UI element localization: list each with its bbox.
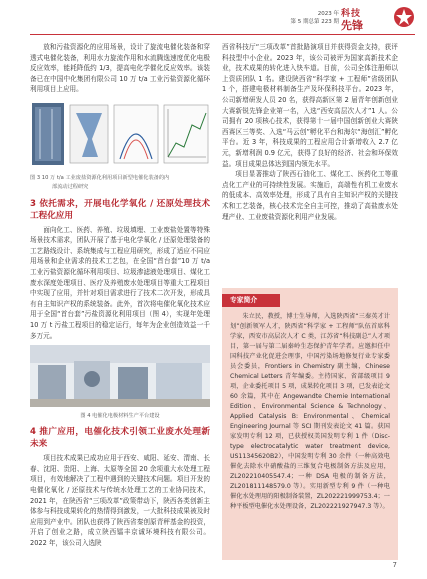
left-column [30, 42, 210, 549]
figure-3-caption-line-2: 部流动过程研究 [52, 184, 89, 191]
header-rule [30, 34, 415, 35]
emblem-icon [393, 6, 415, 28]
issue-year: 2023 年 [317, 11, 339, 17]
magazine-logo [341, 6, 387, 30]
page-header [0, 0, 427, 40]
figure-4-caption: 图 4 电催化电极材料生产平台建设 [80, 412, 160, 419]
expert-bio-title: 专家简介 [222, 294, 280, 307]
section-3-title: 3 依托需求，开展电化学氧化 / 还原处理技术工程化应用 [30, 198, 210, 221]
right-paragraph-2: 项目显著推动了陕西石油化工、煤化工、医药化工等重点化工产业的可持续性发展。实施后，高端性有机工业废水的低成本、高效率处理，形成了具有自主知识产权的关键技术和工艺装备，核心技术完全自主可控，推动了高盐废水处理产业、工业废盐资源化利用产业发展。 [222, 170, 398, 221]
figure-4-image [30, 345, 210, 407]
expert-bio-body: 朱立民，教授，博士生导师，入选陕西省“三秦英才计划”创新领军人才，陕西省“科学家 + 工程师”队伍首席科学家，西安市高层次人才 C 类，江苏省“科技副总”人才项目，第一届与第二届秦岭生态保护青年学者。应邀担任中国科技产业化促进会理事，中国污染场地修复行业专家委员会委员，Frontiers in Chemistry 副主编，Chinese Chemical Letters 青年编委。主持国家、省部级项目 9 项，企业委托项目 5 项，成果转化项目 3 项，已发表论文 60 余篇，其中在 Angewandte Chemie International Edition、Environmental Science & Technology、Applied Catalysis B: Environmental、Chemical Engineering Journal 等 SCI 期刊发表论文 41 篇。获国家发明专利 12 项，已获授权美国发明专利 1 件（Disc-type electrocatalytic water treatment device, US11345620B2），中国发明专利 30 余件（一种高效电催化去除水中硝酸盐的三维复合电极制备方法及应用，ZL202210405547.4；一种 DSA 电极的制备方法，ZL201811148579.0 等）。实用新型专利 9 件（一种电催化水处理用的阳极制备装置，ZL202221999753.4；一种平板型电催化水处理设备，ZL202221927947.3 等）。 [230, 313, 390, 510]
expert-bio-box [222, 288, 398, 560]
issue-number: 第 5 期总第 223 期 [290, 19, 339, 25]
section-4-title: 4 推广应用，电催化技术引领工业废水处理新未来 [30, 427, 210, 450]
right-column [222, 42, 398, 222]
right-paragraph-1: 西省科技厅“三项改革”首批路演项目并获得资金支持，获评科技型中小企业。2023 年，该公司被评为国家高新技术企业，技术成果的转化进入快车道。目前，公司全体注册师以上资质团队 1 名。建设陕西省“科学家 + 工程师”省级团队 1 个，搭建电极材料制备生产及环保科技平台。2023 年，公司新增研发人员 20 名，获得高新区第 2 届青年创新创业大赛新锐先锋企业第一名，入选“西安高层次人才”1 人。公司拥有 20 项核心技术，获得第十一届中国创新创业大赛陕西赛区三等奖、入选“马云创”孵化平台和海尔“海创汇”孵化平台。近 3 年，科技成果的工程应用合计新增收入 2.7 亿元，新增利润 0.9 亿元，获得了良好的经济、社会和环保效益。项目成果总体达到国内领先水平。 [222, 43, 398, 168]
left-paragraph-3: 项目技术成果已成功应用于西安、咸阳、延安、渭南、长春、沈阳、贵阳、上海、太原等全国 20 余项重大水处理工程项目，有效地解决了工程中遇到的关键技术问题。项目开发的电催化氧化 / 还原技术与传统水处理工艺的工业协同技术，2021 年，在陕西省“三项改革”政策带动下，陕西各类创新主体参与科技成果转化的热情得到激发，一大批科技成果被及时应用到产业中。团队也获得了陕西省秦创原青秤基金的投资，开启了创业之路，成立陕西镭丰京诚环境科技有限公司。2022 年，该公司入选陕 [30, 454, 210, 547]
left-paragraph-2: 面向化工、医药、养殖、垃圾填埋、工业废盐处置等特殊场景技术需求，团队开展了基于电化学氧化 / 还原处理装备的工艺路线设计、系统集成与工程应用研究，形成了适应不同应用场景和企业需求的技术工艺包，在全国“首台套”10 万 t/a 工业污盐资源化循环利用项目、垃圾渗滤液处理项目、煤化工废水深度处理项目、医疗及养殖废水处理项目等重大工程项目中实现了应用，并针对项目需求进行了技术二次开发，形成具有自主知识产权的系统装备。此外，首次将电催化氧化技术应用于全国“首台套”污盐资源化利用项目（图 4），实现年处理 10 万 t 污盐工程项目的稳定运行，每年为企业创造效益一千多万元。 [30, 225, 210, 340]
issue-info [291, 10, 340, 26]
left-paragraph-1: 放和污盐资源化的应用场景，设计了旋流电催化装备和穿透式电催化装备，利用水力旋流作用和水流腾逸速度优化电极反应效率，能耗降低约 1/3，提高电化学催化反应效率。该装备已在中国中化集团有限公司 10 万 t/a 工业污盐资源化循环利用项目上应用。 [30, 43, 210, 94]
logo-bottom-text: 先锋 [341, 19, 363, 32]
logo-top-text: 科技 [341, 9, 362, 19]
figure-3-image [30, 99, 210, 169]
page-number: 7 [392, 561, 397, 569]
figure-3-caption-line-1: 图 3 10 万 t/a 工业废盐资源化利用项目新型电催化装备的内 [30, 174, 170, 181]
